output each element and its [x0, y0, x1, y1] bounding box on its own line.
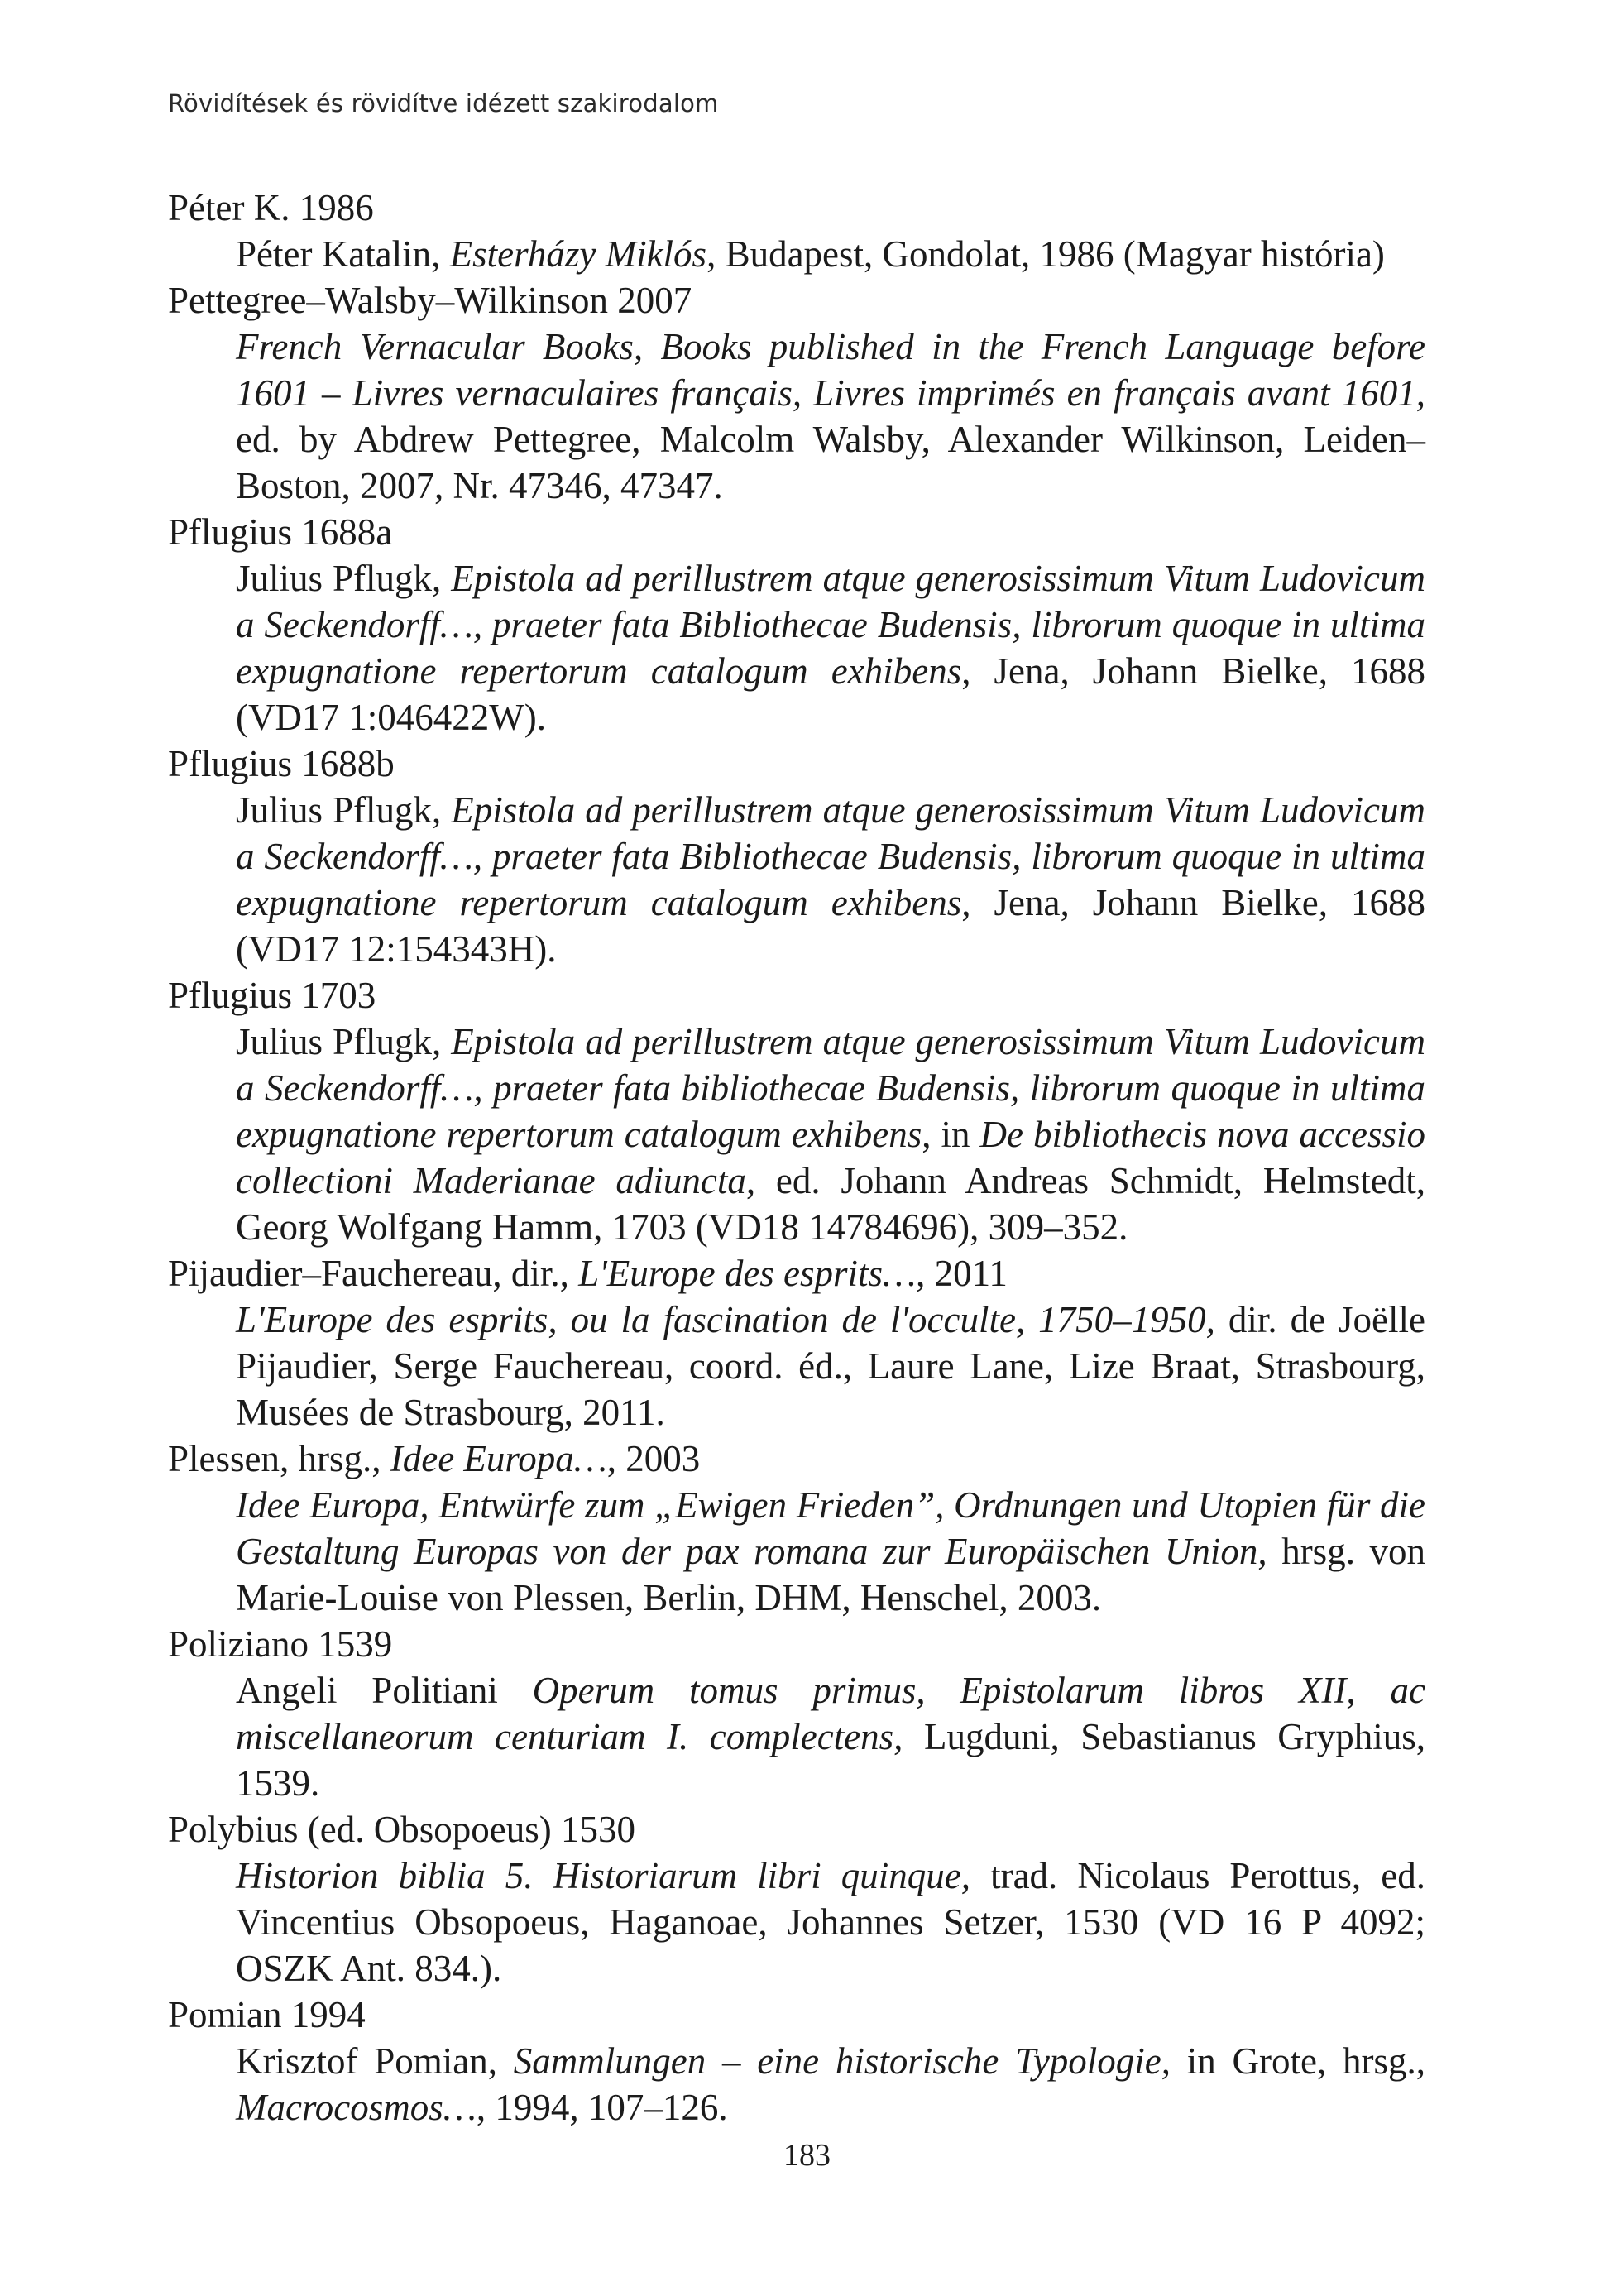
bibliography-entry — [168, 1621, 1425, 1806]
entry-short-title — [168, 185, 1425, 231]
entry-full-reference — [236, 1667, 1425, 1806]
text-segment: Pijaudier–Fauchereau, dir., — [168, 1253, 579, 1294]
text-segment: dir. de Joëlle Pijaudier, Serge Fauchereau, coord. éd., Laure Lane, Lize Braat, Strasbourg, Musées de Strasbourg, 2011. — [236, 1299, 1425, 1433]
text-segment: hrsg. von Marie-Louise von Plessen, Berlin, DHM, Henschel, 2003. — [236, 1531, 1426, 1618]
text-segment: , 2003 — [606, 1438, 701, 1479]
bibliography-entry — [168, 1806, 1425, 1992]
text-segment: Péter K. 1986 — [168, 187, 374, 228]
text-segment: Angeli Politiani — [236, 1670, 533, 1711]
entry-full-reference — [236, 555, 1425, 741]
running-head: Rövidítések és rövidítve idézett szakirodalom — [168, 89, 719, 117]
bibliography-entry — [168, 509, 1425, 741]
text-segment: Poliziano 1539 — [168, 1623, 393, 1665]
page-number: 183 — [783, 2138, 831, 2173]
italic-title-segment: Operum tomus primus, Epistolarum libros XII, ac miscellaneorum centuriam I. complectens, — [236, 1670, 1425, 1757]
italic-title-segment: Sammlungen – eine historische Typologie, — [513, 2040, 1171, 2082]
text-segment: Julius Pflugk, — [236, 789, 452, 831]
entry-short-title — [168, 1806, 1425, 1853]
italic-title-segment: Idee Europa, Entwürfe zum „Ewigen Frieden”, Ordnungen und Utopien für die Gestaltung Europas von der pax romana zur Europäischen Union, — [236, 1484, 1425, 1572]
italic-title-segment: Idee Europa… — [390, 1438, 607, 1479]
entry-short-title — [168, 1992, 1425, 2038]
text-segment: , in — [922, 1114, 980, 1155]
entry-short-title — [168, 509, 1425, 555]
italic-title-segment: L'Europe des esprits… — [578, 1253, 917, 1294]
entry-full-reference — [236, 787, 1425, 972]
entry-short-title — [168, 277, 1425, 324]
text-segment: Krisztof Pomian, — [236, 2040, 514, 2082]
bibliography-entry — [168, 185, 1425, 277]
text-segment: Pflugius 1703 — [168, 975, 376, 1016]
text-segment: Péter Katalin, — [236, 233, 450, 275]
text-segment: ed. by Abdrew Pettegree, Malcolm Walsby, Alexander Wilkinson, Leiden–Boston, 2007, Nr. 47346, 47347. — [236, 419, 1425, 506]
italic-title-segment: De bibliothecis nova accessio collectioni Maderianae adiuncta — [236, 1114, 1425, 1201]
entry-full-reference — [236, 1019, 1425, 1250]
text-segment: , 1994, 107–126. — [476, 2087, 728, 2128]
bibliography-entry — [168, 1436, 1425, 1621]
text-segment: Julius Pflugk, — [236, 558, 452, 599]
text-segment: trad. Nicolaus Perottus, ed. Vincentius Obsopoeus, Haganoae, Johannes Setzer, 1530 (VD 16 P 4092; OSZK Ant. 834.). — [236, 1855, 1425, 1989]
text-segment: in Grote, hrsg., — [1171, 2040, 1425, 2082]
italic-title-segment: Historion biblia 5. Historiarum libri quinque, — [236, 1855, 970, 1896]
entry-short-title — [168, 1436, 1425, 1482]
text-segment: Pettegree–Walsby–Wilkinson 2007 — [168, 280, 692, 321]
text-segment: , Jena, Johann Bielke, 1688 (VD17 12:154343H). — [236, 882, 1425, 970]
bibliography-entry — [168, 741, 1425, 972]
text-segment: Julius Pflugk, — [236, 1021, 452, 1062]
bibliography-entry — [168, 277, 1425, 509]
entry-full-reference — [236, 1297, 1425, 1436]
text-segment: Plessen, hrsg., — [168, 1438, 390, 1479]
entry-full-reference — [236, 231, 1425, 277]
entry-short-title — [168, 1250, 1425, 1297]
text-segment: Polybius (ed. Obsopoeus) 1530 — [168, 1809, 635, 1850]
italic-title-segment: French Vernacular Books, Books published in the French Language before 1601 – Livres vernaculaires français, Livres imprimés en français avant 1601, — [236, 326, 1425, 414]
italic-title-segment: Esterházy Miklós — [449, 233, 707, 275]
text-segment: Pomian 1994 — [168, 1994, 366, 2035]
italic-title-segment: Epistola ad perillustrem atque generosissimum Vitum Ludovicum a Seckendorff…, praeter fata Bibliothecae Budensis, librorum quoque in ultima expugnatione repertorum catalogum exhibens — [236, 558, 1425, 692]
entry-short-title — [168, 741, 1425, 787]
entry-full-reference — [236, 1853, 1425, 1992]
bibliography-list — [168, 185, 1425, 2131]
italic-title-segment: Epistola ad perillustrem atque generosissimum Vitum Ludovicum a Seckendorff…, praeter fata bibliothecae Budensis, librorum quoque in ultima expugnatione repertorum catalogum exhibens — [236, 1021, 1425, 1155]
text-segment: Lugduni, Sebastianus Gryphius, 1539. — [236, 1716, 1425, 1804]
entry-full-reference — [236, 324, 1425, 509]
text-segment: Pflugius 1688a — [168, 511, 393, 553]
entry-short-title — [168, 1621, 1425, 1667]
text-segment: , ed. Johann Andreas Schmidt, Helmstedt, Georg Wolfgang Hamm, 1703 (VD18 14784696), 309–352. — [236, 1160, 1425, 1248]
entry-full-reference — [236, 2038, 1425, 2131]
text-segment: , 2011 — [916, 1253, 1008, 1294]
entry-short-title — [168, 972, 1425, 1019]
text-segment: , Jena, Johann Bielke, 1688 (VD17 1:046422W). — [236, 650, 1425, 738]
italic-title-segment: L'Europe des esprits, ou la fascination de l'occulte, 1750–1950, — [236, 1299, 1215, 1340]
text-segment: , Budapest, Gondolat, 1986 (Magyar história) — [706, 233, 1385, 275]
text-segment: Pflugius 1688b — [168, 743, 395, 784]
italic-title-segment: Epistola ad perillustrem atque generosissimum Vitum Ludovicum a Seckendorff…, praeter fata Bibliothecae Budensis, librorum quoque in ultima expugnatione repertorum catalogum exhibens — [236, 789, 1425, 923]
entry-full-reference — [236, 1482, 1425, 1621]
bibliography-entry — [168, 972, 1425, 1250]
italic-title-segment: Macrocosmos… — [236, 2087, 477, 2128]
bibliography-entry — [168, 1992, 1425, 2131]
bibliography-entry — [168, 1250, 1425, 1436]
